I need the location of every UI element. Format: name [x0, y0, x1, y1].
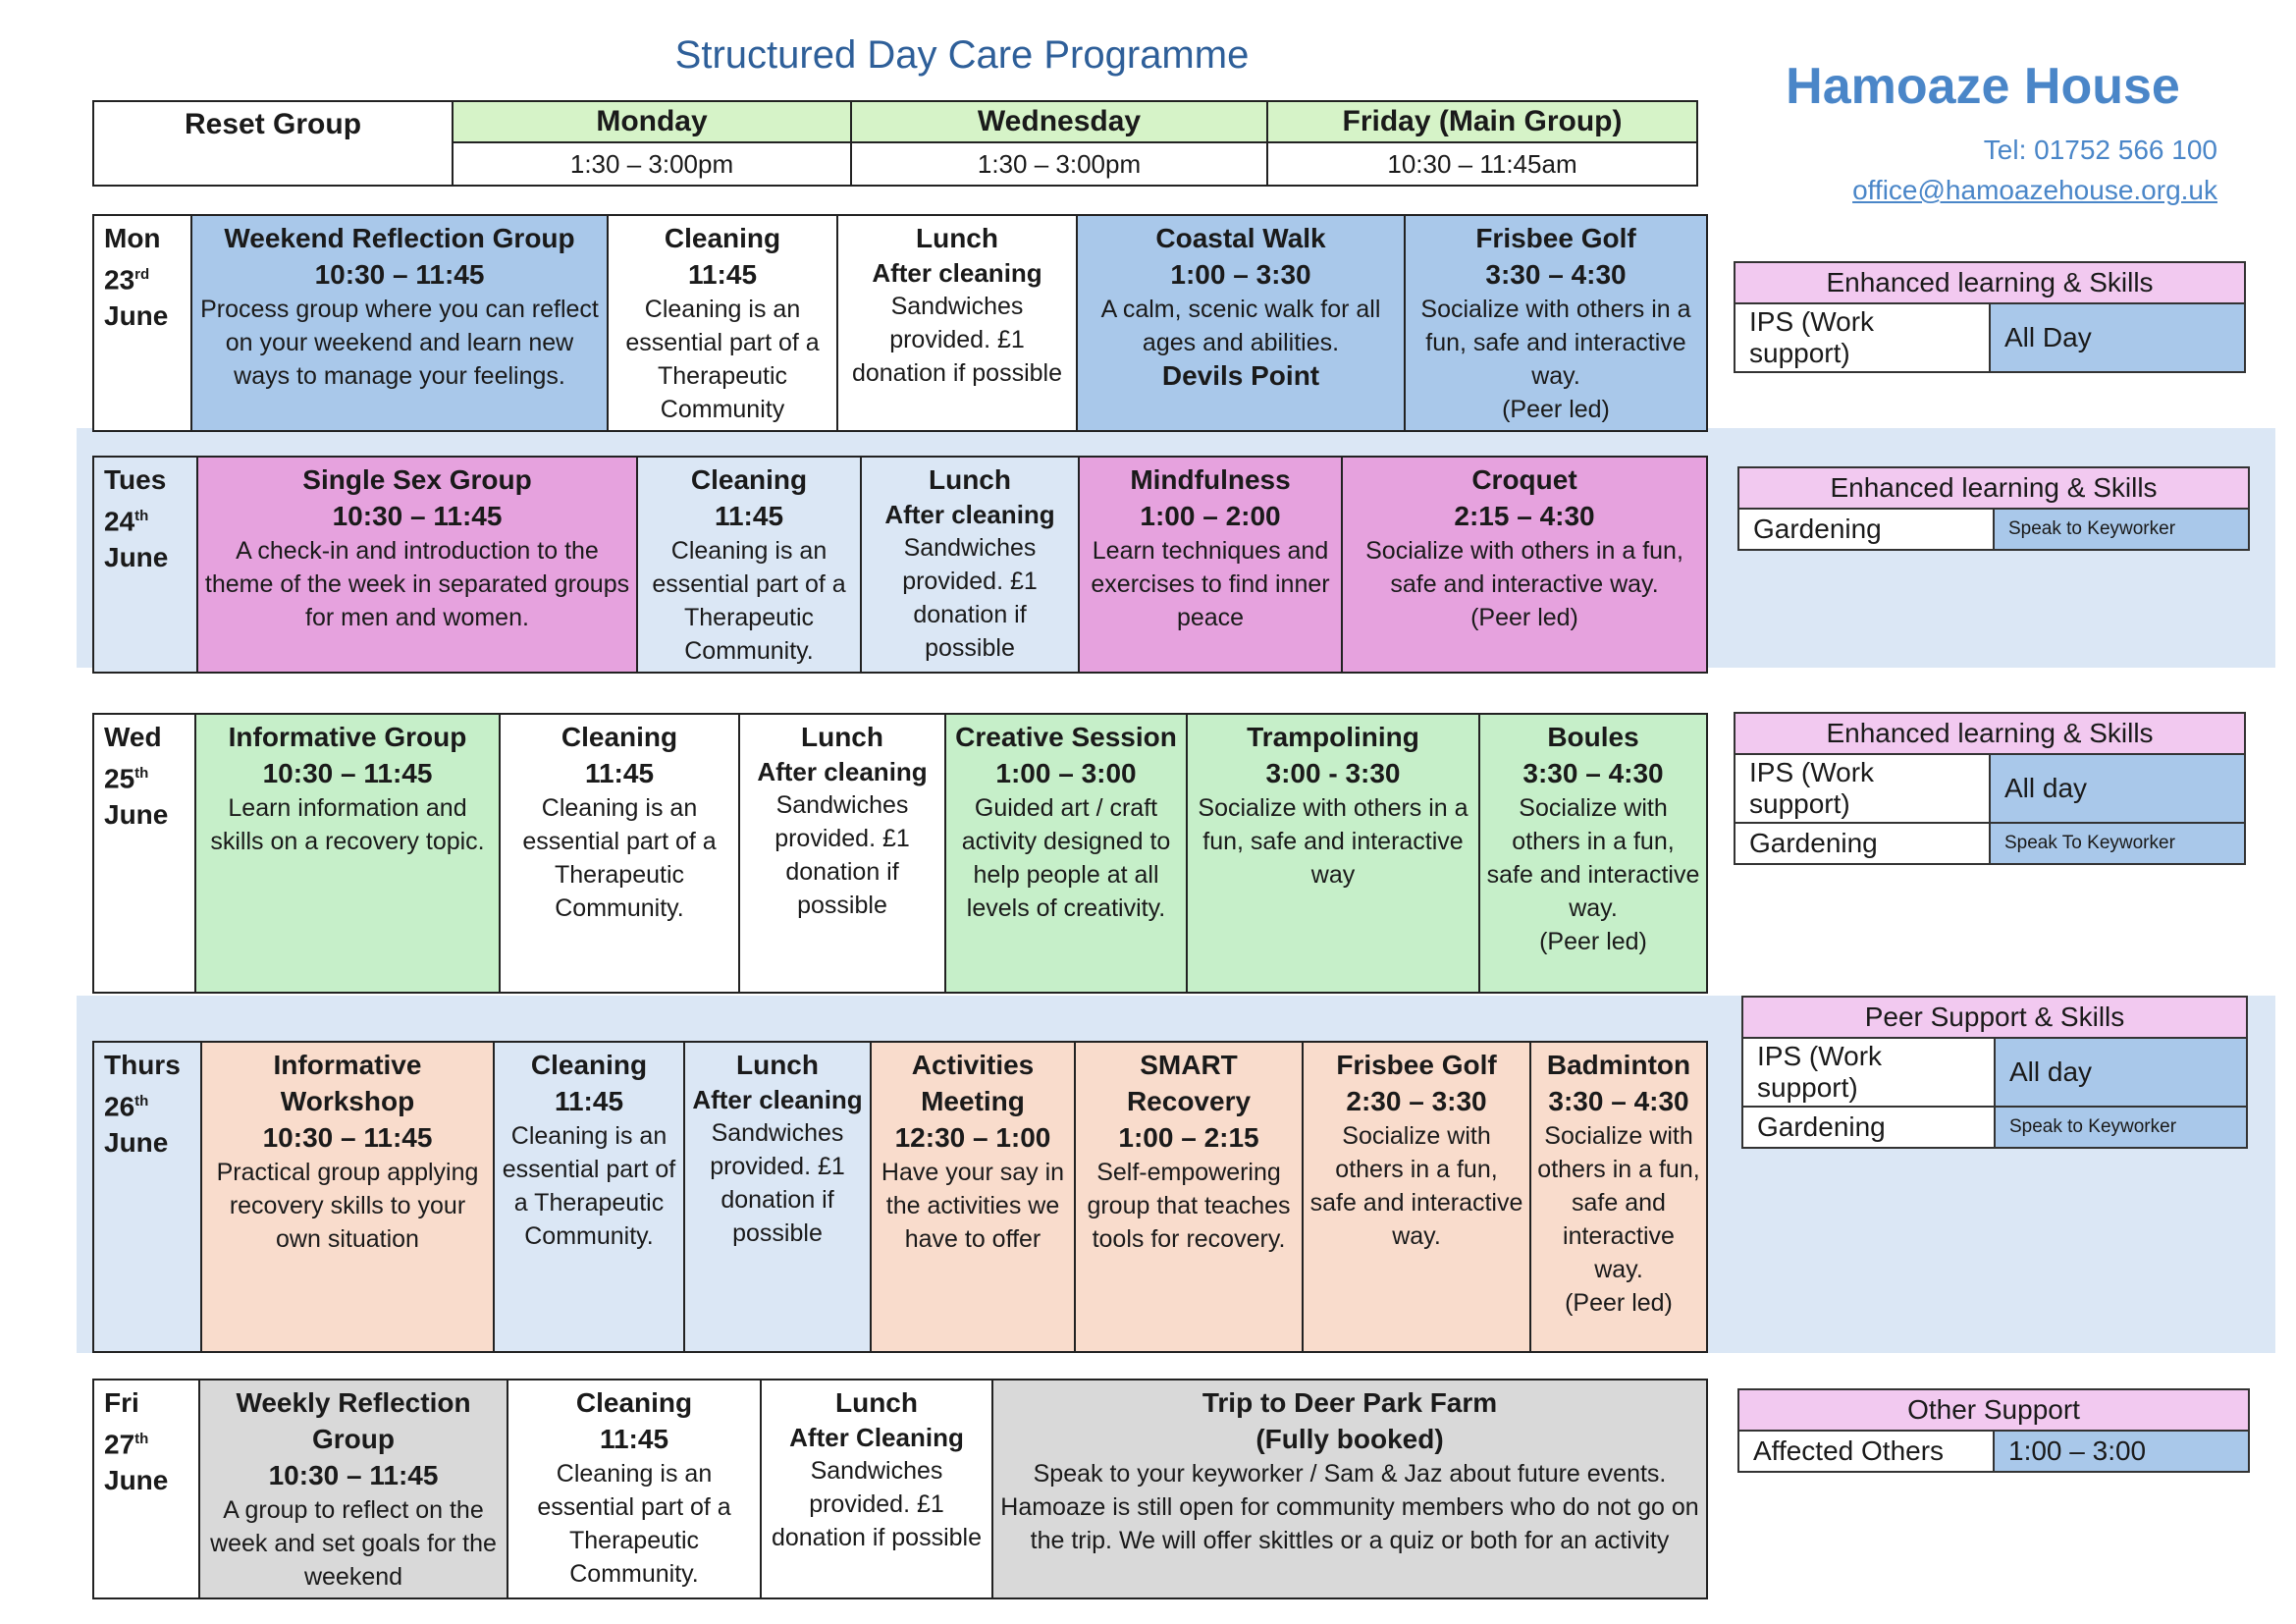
- tuesday-row: [92, 456, 1708, 674]
- activity-cell: [199, 1380, 507, 1598]
- activity-title: Lunch: [929, 464, 1011, 495]
- day-label-tuesday: [93, 457, 197, 673]
- activity-location: Devils Point: [1161, 360, 1320, 391]
- activity-note: (Peer led): [1539, 928, 1647, 955]
- day-date: 25: [104, 763, 135, 794]
- activity-cell: [500, 714, 739, 993]
- activity-description: Learn information and skills on a recovery topic.: [210, 794, 485, 855]
- activity-time: 11:45: [584, 758, 655, 788]
- side-box-label: Gardening: [1738, 509, 1994, 550]
- activity-cell: [608, 215, 837, 431]
- side-box-header: Peer Support & Skills: [1742, 997, 2247, 1038]
- day-name: Wed: [104, 722, 162, 752]
- activity-cell: [1079, 457, 1342, 673]
- activity-title: Weekend Reflection Group: [224, 223, 575, 253]
- day-date: 26: [104, 1091, 135, 1122]
- activity-description: Socialize with others in a fun, safe and interactive way.: [1420, 296, 1691, 390]
- activity-cell: [191, 215, 608, 431]
- activity-cell: [1077, 215, 1405, 431]
- activity-description: Cleaning is an essential part of a Therapeutic Community.: [537, 1460, 731, 1588]
- activity-description: Socialize with others in a fun, safe and interactive way: [1198, 794, 1468, 889]
- side-box-label: IPS (Work support): [1735, 754, 1990, 823]
- activity-cell: [1479, 714, 1707, 993]
- activity-subtitle: After cleaning: [884, 500, 1055, 529]
- side-box-header: Enhanced learning & Skills: [1735, 713, 2245, 754]
- day-month: June: [104, 1127, 169, 1159]
- activity-time: 11:45: [687, 259, 758, 290]
- activity-subtitle: (Fully booked): [1255, 1424, 1444, 1454]
- side-box-header: Enhanced learning & Skills: [1738, 467, 2249, 509]
- activity-cell: [684, 1042, 871, 1352]
- day-label-wednesday: [93, 714, 195, 993]
- side-box-monday: [1734, 261, 2246, 373]
- activity-title: Creative Session: [955, 722, 1177, 752]
- activity-title: Cleaning: [575, 1387, 693, 1418]
- day-month: June: [104, 1465, 169, 1496]
- activity-description: Self-empowering group that teaches tools for recovery.: [1087, 1159, 1291, 1253]
- activity-title: Activities Meeting: [911, 1050, 1035, 1116]
- day-date-suffix: th: [134, 508, 149, 524]
- activity-cell: [195, 714, 500, 993]
- day-name: Mon: [104, 223, 161, 253]
- activity-cell: [871, 1042, 1075, 1352]
- day-month: June: [104, 300, 169, 332]
- reset-time-friday: 10:30 – 11:45am: [1267, 142, 1697, 186]
- activity-note: (Peer led): [1502, 396, 1610, 423]
- activity-title: Weekly Reflection Group: [236, 1387, 471, 1454]
- day-name: Tues: [104, 464, 167, 495]
- activity-title: Mindfulness: [1130, 464, 1291, 495]
- activity-description: Guided art / craft activity designed to help people at all levels of creativity.: [961, 794, 1171, 922]
- side-box-value: Speak to Keyworker: [1994, 509, 2249, 550]
- activity-description: Sandwiches provided. £1 donation if possible: [771, 1457, 983, 1551]
- activity-description: Process group where you can reflect on your weekend and learn new ways to manage your feelings.: [200, 296, 599, 390]
- activity-cell: [507, 1380, 761, 1598]
- side-box-header: Other Support: [1738, 1389, 2249, 1431]
- activity-title: Boules: [1547, 722, 1639, 752]
- activity-time: 3:30 – 4:30: [1522, 758, 1664, 788]
- side-box-value: Speak To Keyworker: [1990, 823, 2245, 864]
- activity-description: A calm, scenic walk for all ages and abilities.: [1100, 296, 1381, 356]
- activity-time: 10:30 – 11:45: [262, 1122, 433, 1153]
- activity-title: Lunch: [916, 223, 998, 253]
- activity-time: 1:00 – 3:30: [1170, 259, 1311, 290]
- day-label-monday: [93, 215, 191, 431]
- activity-cell: [761, 1380, 992, 1598]
- activity-time: 1:00 – 2:00: [1140, 501, 1281, 531]
- side-box-label: Gardening: [1735, 823, 1990, 864]
- wednesday-row: [92, 713, 1708, 994]
- side-box-value: All day: [1990, 754, 2245, 823]
- side-box-label: IPS (Work support): [1735, 303, 1990, 372]
- reset-day-wednesday: Wednesday: [851, 101, 1267, 142]
- day-label-thursday: [93, 1042, 201, 1352]
- activity-time: 1:00 – 2:15: [1118, 1122, 1259, 1153]
- activity-cell: [1342, 457, 1707, 673]
- activity-title: Single Sex Group: [302, 464, 532, 495]
- day-label-friday: [93, 1380, 199, 1598]
- activity-time: 3:30 – 4:30: [1548, 1086, 1689, 1116]
- activity-description: Learn techniques and exercises to find inner peace: [1091, 537, 1330, 631]
- day-date: 24: [104, 506, 135, 537]
- reset-group-table: [92, 100, 1698, 187]
- reset-time-wednesday: 1:30 – 3:00pm: [851, 142, 1267, 186]
- activity-time: 2:15 – 4:30: [1454, 501, 1595, 531]
- activity-cell: [861, 457, 1079, 673]
- activity-description: Cleaning is an essential part of a Therapeutic Community.: [502, 1122, 676, 1250]
- thursday-row: [92, 1041, 1708, 1353]
- day-name: Thurs: [104, 1050, 181, 1080]
- activity-time: 10:30 – 11:45: [314, 259, 485, 290]
- activity-title: Cleaning: [530, 1050, 648, 1080]
- reset-group-label: Reset Group: [93, 101, 453, 186]
- day-date-suffix: th: [134, 765, 149, 782]
- side-box-value: Speak to Keyworker: [1995, 1107, 2247, 1148]
- activity-cell: [494, 1042, 684, 1352]
- activity-time: 10:30 – 11:45: [262, 758, 433, 788]
- side-box-value: All Day: [1990, 303, 2245, 372]
- activity-description: A group to reflect on the week and set goals for the weekend: [210, 1496, 497, 1591]
- activity-description: Sandwiches provided. £1 donation if possible: [710, 1119, 845, 1247]
- activity-time: 12:30 – 1:00: [894, 1122, 1051, 1153]
- org-email-link[interactable]: office@hamoazehouse.org.uk: [1852, 175, 2217, 205]
- page-title: Structured Day Care Programme: [674, 33, 1250, 77]
- activity-description: Socialize with others in a fun, safe and interactive way.: [1365, 537, 1683, 598]
- day-date-suffix: th: [134, 1093, 149, 1110]
- activity-time: 3:00 - 3:30: [1265, 758, 1401, 788]
- activity-title: Cleaning: [664, 223, 781, 253]
- side-box-friday: [1737, 1388, 2250, 1473]
- activity-title: Informative Workshop: [273, 1050, 422, 1116]
- activity-subtitle: After cleaning: [757, 757, 928, 786]
- side-box-tuesday: [1737, 466, 2250, 551]
- reset-day-monday: Monday: [453, 101, 851, 142]
- activity-title: Cleaning: [561, 722, 678, 752]
- day-date: 23: [104, 264, 135, 296]
- activity-cell: [201, 1042, 494, 1352]
- activity-description: Socialize with others in a fun, safe and interactive way.: [1486, 794, 1700, 922]
- activity-description: A check-in and introduction to the theme of the week in separated groups for men and women.: [204, 537, 630, 631]
- activity-description: Practical group applying recovery skills to your own situation: [216, 1159, 479, 1253]
- activity-cell: [637, 457, 861, 673]
- activity-description: Cleaning is an essential part of a Therapeutic Community.: [652, 537, 846, 665]
- activity-cell: [945, 714, 1187, 993]
- activity-description: Cleaning is an essential part of a Therapeutic Community: [625, 296, 820, 423]
- activity-cell: [992, 1380, 1707, 1598]
- reset-time-monday: 1:30 – 3:00pm: [453, 142, 851, 186]
- activity-description: Sandwiches provided. £1 donation if possible: [851, 293, 1063, 387]
- activity-title: SMART Recovery: [1126, 1050, 1252, 1116]
- side-box-value: All day: [1995, 1038, 2247, 1107]
- activity-cell: [1303, 1042, 1530, 1352]
- friday-row: [92, 1379, 1708, 1599]
- activity-note: (Peer led): [1470, 604, 1578, 631]
- activity-time: 3:30 – 4:30: [1485, 259, 1627, 290]
- activity-subtitle: After cleaning: [872, 258, 1042, 288]
- org-telephone: Tel: 01752 566 100: [1983, 135, 2217, 165]
- activity-description: Socialize with others in a fun, safe and interactive way.: [1537, 1122, 1700, 1283]
- activity-title: Trampolining: [1247, 722, 1419, 752]
- activity-cell: [197, 457, 637, 673]
- activity-description: Sandwiches provided. £1 donation if possible: [902, 534, 1038, 662]
- activity-description: Cleaning is an essential part of a Therapeutic Community.: [522, 794, 717, 922]
- activity-time: 11:45: [714, 501, 784, 531]
- activity-title: Frisbee Golf: [1475, 223, 1636, 253]
- activity-title: Croquet: [1471, 464, 1577, 495]
- org-name: Hamoaze House: [1786, 58, 2180, 115]
- activity-description: Have your say in the activities we have to offer: [881, 1159, 1065, 1253]
- activity-title: Lunch: [736, 1050, 819, 1080]
- activity-title: Badminton: [1546, 1050, 1691, 1080]
- activity-title: Cleaning: [690, 464, 808, 495]
- activity-time: 11:45: [599, 1424, 669, 1454]
- activity-title: Coastal Walk: [1155, 223, 1326, 253]
- monday-row: [92, 214, 1708, 432]
- day-date-suffix: th: [134, 1431, 149, 1447]
- activity-cell: [739, 714, 945, 993]
- activity-title: Frisbee Golf: [1336, 1050, 1497, 1080]
- activity-title: Trip to Deer Park Farm: [1201, 1387, 1498, 1418]
- reset-day-friday: Friday (Main Group): [1267, 101, 1697, 142]
- side-box-thursday: [1741, 996, 2248, 1149]
- activity-time: 11:45: [554, 1086, 624, 1116]
- activity-title: Lunch: [835, 1387, 918, 1418]
- activity-time: 10:30 – 11:45: [332, 501, 503, 531]
- activity-cell: [1530, 1042, 1707, 1352]
- activity-description: Sandwiches provided. £1 donation if possible: [774, 791, 910, 919]
- activity-time: 2:30 – 3:30: [1346, 1086, 1487, 1116]
- day-month: June: [104, 799, 169, 831]
- activity-cell: [1187, 714, 1479, 993]
- activity-description: Speak to your keyworker / Sam & Jaz about future events. Hamoaze is still open for community members who do not go on the trip. We will offer skittles or a quiz or both for an activity: [1000, 1460, 1699, 1554]
- day-name: Fri: [104, 1387, 139, 1418]
- activity-time: 1:00 – 3:00: [995, 758, 1137, 788]
- side-box-wednesday: [1734, 712, 2246, 865]
- activity-subtitle: After cleaning: [692, 1085, 863, 1114]
- activity-subtitle: After Cleaning: [789, 1423, 964, 1452]
- side-box-header: Enhanced learning & Skills: [1735, 262, 2245, 303]
- activity-title: Informative Group: [228, 722, 467, 752]
- activity-title: Lunch: [801, 722, 883, 752]
- activity-note: (Peer led): [1565, 1289, 1673, 1317]
- side-box-label: IPS (Work support): [1742, 1038, 1995, 1107]
- day-date: 27: [104, 1429, 135, 1460]
- activity-cell: [1075, 1042, 1303, 1352]
- side-box-label: Affected Others: [1738, 1431, 1994, 1472]
- activity-time: 10:30 – 11:45: [268, 1460, 439, 1490]
- activity-cell: [837, 215, 1077, 431]
- side-box-value: 1:00 – 3:00: [1994, 1431, 2249, 1472]
- activity-description: Socialize with others in a fun, safe and interactive way.: [1309, 1122, 1523, 1250]
- side-box-label: Gardening: [1742, 1107, 1995, 1148]
- day-month: June: [104, 542, 169, 573]
- activity-cell: [1405, 215, 1707, 431]
- day-date-suffix: rd: [134, 266, 150, 283]
